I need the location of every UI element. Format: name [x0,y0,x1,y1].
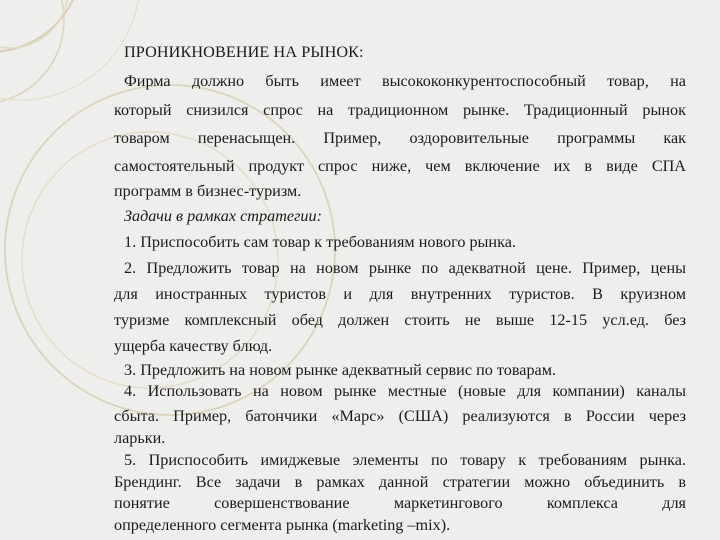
paragraph-line-4: самостоятельный продукт спрос ниже, чем включение их в виде СПА [114,157,686,175]
paragraph-line-5: программ в бизнес-туризм. [114,182,302,200]
document-heading: ПРОНИКНОВЕНИЕ НА РЫНОК: [124,43,364,61]
task-5-line-4: определенного сегмента рынка (marketing –mix). [114,516,451,534]
task-4-line-2: сбыта. Пример, батончики «Марс» (США) реализуются в России через [114,407,686,425]
task-2-line-3: туризме комплексный обед должен стоить не выше 12-15 усл.ед. без [114,311,686,329]
tasks-heading: Задачи в рамках стратегии: [124,207,322,225]
task-5-line-2: Брендинг. Все задачи в рамках данной стратегии можно объединить в [114,473,686,491]
ring-medium [0,0,64,104]
task-5-line-3: понятие совершенствование маркетингового комплекса для [114,494,686,512]
task-5-line-1: 5. Приспособить имиджевые элементы по товару к требованиям рынка. [124,451,686,469]
ring-large [0,0,82,52]
task-2-line-2: для иностранных туристов и для внутренних туристов. В круизном [114,285,686,303]
task-1: 1. Приспособить сам товар к требованиям нового рынка. [124,233,516,251]
task-2-line-4: ущерба качеству блюд. [114,337,273,355]
ring-small [0,0,68,48]
paragraph-line-1: Фирма должно быть имеет высококонкурентоспособный товар, на [124,72,686,90]
task-4-line-1: 4. Использовать на новом рынке местные (новые для компании) каналы [124,382,686,400]
paragraph-line-2: который снизился спрос на традиционном рынке. Традиционный рынок [114,101,686,119]
task-4-line-3: ларьки. [114,429,166,447]
paragraph-line-3: товаром перенасыщен. Пример, оздоровительные программы как [114,129,686,147]
task-2-line-1: 2. Предложить товар на новом рынке по адекватной цене. Пример, цены [124,259,686,277]
task-3: 3. Предложить на новом рынке адекватный сервис по товарам. [124,361,557,379]
ring-top-left [0,0,140,100]
